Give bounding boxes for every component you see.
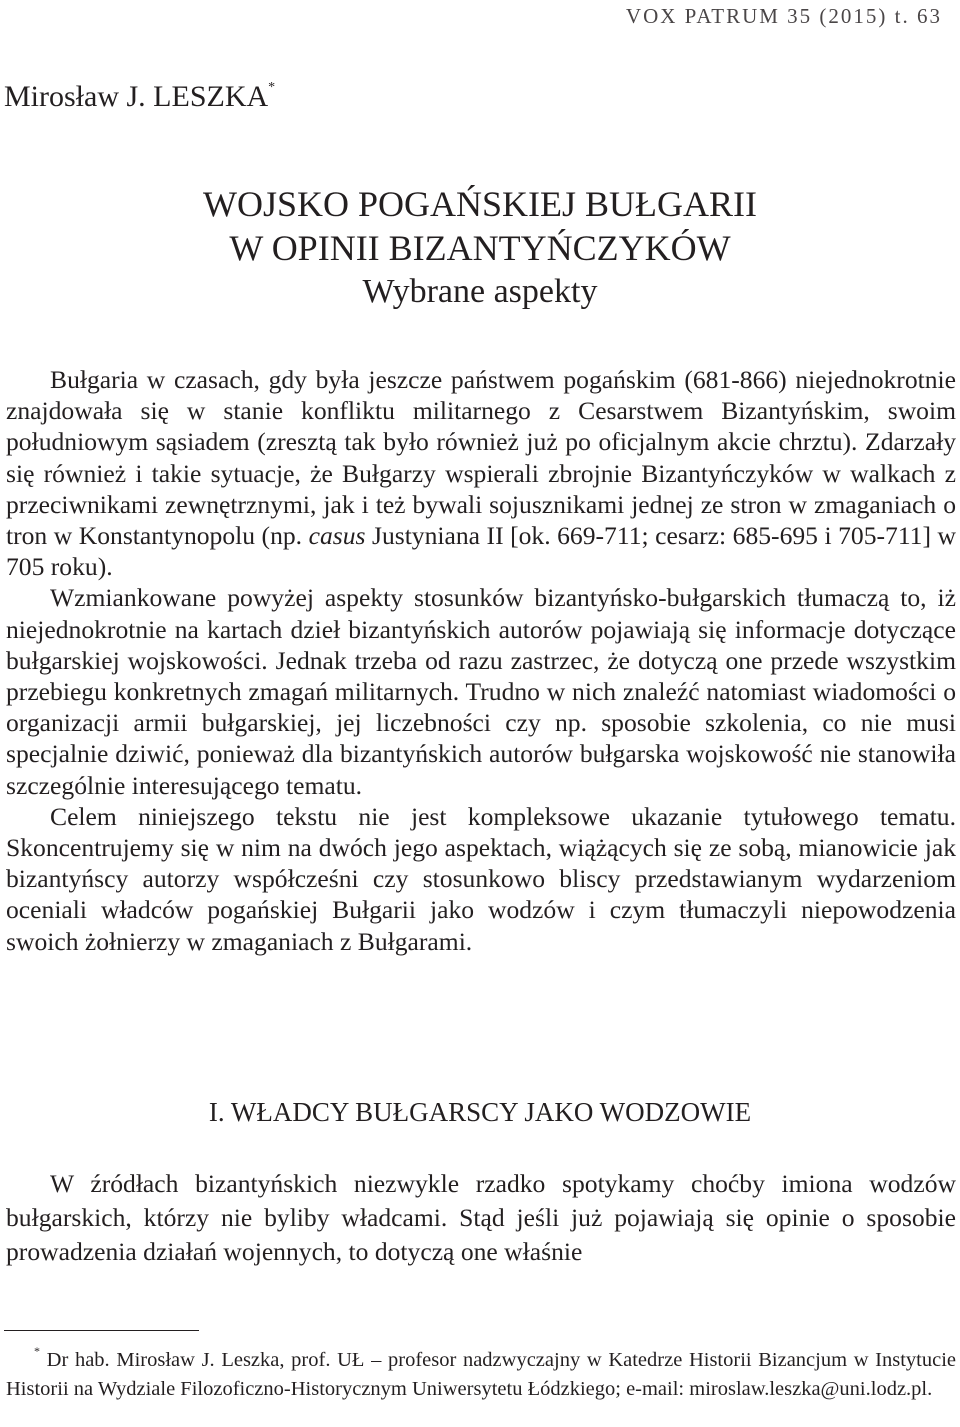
footnote-marker: * (34, 1344, 40, 1358)
section-1-paragraph-1: W źródłach bizantyńskich niezwykle rzadko spotykamy choćby imiona wodzów bułgarskich, którzy nie byliby władcami. Stąd jeśli już pojawiają się opinie o sposobie prowadzenia działań wojennych, to dotyczą one właśnie (6, 1169, 956, 1266)
casus-italic: casus (308, 521, 366, 551)
section-1-body (6, 1167, 956, 1269)
intro-section (6, 364, 956, 957)
footnote-paragraph (6, 1340, 956, 1404)
author-name-line (4, 80, 275, 114)
intro-paragraph-3: Celem niniejszego tekstu nie jest kompleksowe ukazanie tytułowego tematu. Skoncentrujemy się w nim na dwóch jego aspektach, wiążących się ze sobą, mianowicie jak bizantyńscy autorzy współcześni czy stosunkowo bliscy przedstawianym wydarzeniom oceniali władców pogańskiej Bułgarii jako wodzów i czym tłumaczyli niepowodzenia swoich żołnierzy w zmaganiach z Bułgarami. (6, 801, 956, 956)
intro-p1-text-a: Bułgaria w czasach, gdy była jeszcze państwem pogańskim (681-866) niejednokrotnie znajdowała się w stanie konfliktu militarnego z Cesarstwem Bizantyńskim, swoim południowym sąsiadem (zresztą tak było również już po oficjalnym akcie chrztu). Zdarzały się również i takie sytuacje, że Bułgarzy wspierali zbrojnie Bizantyńczyków w walkach z przeciwnikami zewnętrznymi, jak i też bywali sojusznikami jednej ze stron w zmaganiach o tron w Konstantynopolu (np. (6, 365, 956, 551)
footnote-text: Dr hab. Mirosław J. Leszka, prof. UŁ – profesor nadzwyczajny w Katedrze Historii Bizancjum w Instytucie Historii na Wydziale Filozoficzno-Historycznym Uniwersytetu Łódzkiego; e-mail: miroslaw.leszka@uni.lodz.pl. (6, 1348, 957, 1400)
article-title (0, 182, 960, 314)
section-heading: I. WŁADCY BUŁGARSCY JAKO WODZOWIE (208, 1097, 752, 1127)
author-footnote-marker[interactable]: * (268, 80, 276, 95)
author-name: Mirosław J. LESZKA (4, 80, 269, 113)
title-line-1: WOJSKO POGAŃSKIEJ BUŁGARII (202, 184, 757, 224)
footnote-divider (4, 1330, 199, 1331)
journal-header: VOX PATRUM 35 (2015) t. 63 (625, 4, 942, 28)
intro-p1-text-b: Justyniana II [ok. 669-711; cesarz: 685-695 i 705-711] w 705 roku). (6, 521, 956, 582)
article-subtitle: Wybrane aspekty (362, 273, 598, 310)
intro-paragraph-2: Wzmiankowane powyżej aspekty stosunków bizantyńsko-bułgarskich tłumaczą to, iż niejednokrotnie na kartach dzieł bizantyńskich autorów pojawiają się informacje dotyczące bułgarskiej wojskowości. Jednak trzeba od razu zastrzec, że dotyczą one przede wszystkim przebiegu konkretnych zmagań militarnych. Trudno w nich znaleźć natomiast wiadomości o organizacji armii bułgarskiej, jej liczebności czy np. sposobie szkolenia, co nie musi specjalnie dziwić, ponieważ dla bizantyńskich autorów bułgarska wojskowość nie stanowiła szczególnie interesującego tematu. (6, 583, 956, 800)
footnote (6, 1340, 956, 1404)
title-line-2: W OPINII BIZANTYŃCZYKÓW (229, 228, 731, 268)
intro-paragraph-1 (6, 364, 956, 582)
